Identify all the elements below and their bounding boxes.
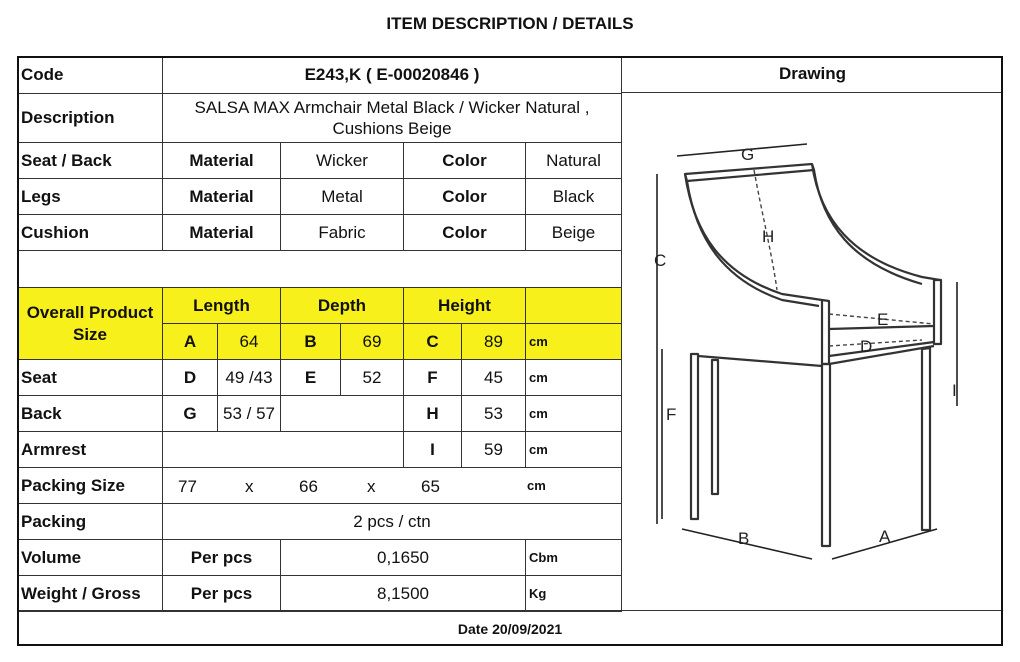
material-value: Metal <box>281 179 404 215</box>
per-pcs-label: Per pcs <box>163 540 281 576</box>
packing-x-2: x <box>367 476 376 496</box>
weight-label: Weight / Gross <box>18 576 163 612</box>
seat-label: Seat <box>18 360 163 396</box>
label-c: C <box>654 251 667 270</box>
description-label: Description <box>18 94 163 143</box>
cushion-label: Cushion <box>18 215 163 251</box>
back-label: Back <box>18 396 163 432</box>
dim-value-i: 59 <box>462 432 526 468</box>
label-b: B <box>738 529 750 548</box>
material-value: Fabric <box>281 215 404 251</box>
dim-value-c: 89 <box>462 324 526 360</box>
page-title: ITEM DESCRIPTION / DETAILS <box>386 14 634 33</box>
dim-value-a: 64 <box>218 324 281 360</box>
legs-label: Legs <box>18 179 163 215</box>
color-label: Color <box>404 215 526 251</box>
unit-cm: cm <box>526 324 622 360</box>
material-value: Wicker <box>281 143 404 179</box>
dim-value-h: 53 <box>462 396 526 432</box>
length-header: Length <box>163 288 281 324</box>
label-d: D <box>860 337 873 356</box>
packing-label: Packing <box>18 504 163 540</box>
depth-header: Depth <box>281 288 404 324</box>
description-line-2: Cushions Beige <box>332 119 452 138</box>
per-pcs-label: Per pcs <box>163 576 281 612</box>
packing-size-label: Packing Size <box>18 468 163 504</box>
label-h: H <box>762 227 775 246</box>
overall-size-label: Overall Product Size <box>18 288 163 360</box>
unit-cm: cm <box>526 360 622 396</box>
color-value: Beige <box>526 215 622 251</box>
dim-letter-h: H <box>404 396 462 432</box>
weight-value: 8,1500 <box>281 576 526 612</box>
packing-length: 77 <box>178 476 197 496</box>
unit-cm: cm <box>526 432 622 468</box>
dim-value-f: 45 <box>462 360 526 396</box>
unit-cm: cm <box>527 477 546 493</box>
dim-letter-b: B <box>281 324 341 360</box>
material-label: Material <box>163 215 281 251</box>
dim-letter-f: F <box>404 360 462 396</box>
armrest-label: Armrest <box>18 432 163 468</box>
height-header: Height <box>404 288 526 324</box>
dim-value-d: 49 /43 <box>218 360 281 396</box>
volume-label: Volume <box>18 540 163 576</box>
code-label: Code <box>18 57 163 94</box>
volume-value: 0,1650 <box>281 540 526 576</box>
packing-value: 2 pcs / ctn <box>163 504 622 540</box>
label-a: A <box>879 527 891 546</box>
packing-x-1: x <box>245 476 254 496</box>
unit-cbm: Cbm <box>526 540 622 576</box>
material-label: Material <box>163 143 281 179</box>
label-f: F <box>666 405 677 424</box>
color-value: Natural <box>526 143 622 179</box>
document-frame <box>17 56 1003 646</box>
code-value: E243,K ( E-00020846 ) <box>163 57 622 94</box>
dim-letter-a: A <box>163 324 218 360</box>
unit-cm: cm <box>526 396 622 432</box>
dim-value-e: 52 <box>341 360 404 396</box>
dim-letter-e: E <box>281 360 341 396</box>
drawing-header: Drawing <box>621 56 1003 93</box>
description-line-1: SALSA MAX Armchair Metal Black / Wicker Natural , <box>194 98 590 117</box>
packing-width: 66 <box>299 476 318 496</box>
dim-letter-c: C <box>404 324 462 360</box>
seat-back-label: Seat / Back <box>18 143 163 179</box>
color-value: Black <box>526 179 622 215</box>
dim-letter-i: I <box>404 432 462 468</box>
dim-value-g: 53 / 57 <box>218 396 281 432</box>
dim-letter-g: G <box>163 396 218 432</box>
packing-height: 65 <box>421 476 440 496</box>
date-footer: Date 20/09/2021 <box>17 610 1003 646</box>
label-e: E <box>877 310 889 329</box>
unit-kg: Kg <box>526 576 622 612</box>
dim-letter-d: D <box>163 360 218 396</box>
color-label: Color <box>404 143 526 179</box>
label-i: I <box>952 381 957 400</box>
color-label: Color <box>404 179 526 215</box>
label-g: G <box>741 145 755 164</box>
dim-value-b: 69 <box>341 324 404 360</box>
material-label: Material <box>163 179 281 215</box>
